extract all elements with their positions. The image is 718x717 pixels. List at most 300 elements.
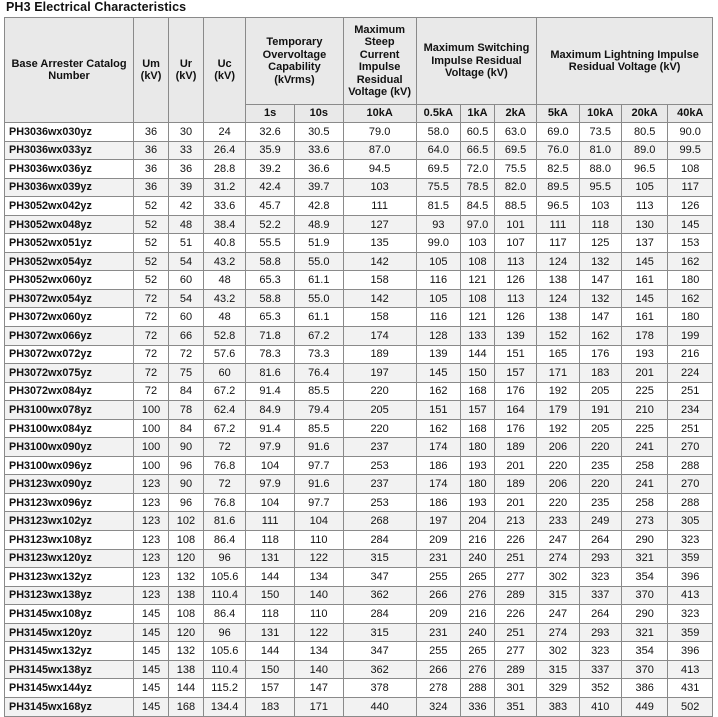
cell-tov-10s: 91.6	[294, 438, 343, 457]
cell-lightning-20ka: 354	[621, 642, 668, 661]
cell-switching-1ka: 60.5	[461, 123, 495, 142]
cell-lightning-20ka: 258	[621, 456, 668, 475]
cell-tov-1s: 71.8	[246, 327, 295, 346]
cell-switching-2ka: 251	[494, 549, 536, 568]
cell-uc: 76.8	[203, 456, 245, 475]
cell-ur: 66	[169, 327, 204, 346]
cell-switching-2ka: 113	[494, 289, 536, 308]
cell-catalog-number: PH3072wx072yz	[5, 345, 134, 364]
cell-switching-2ka: 82.0	[494, 178, 536, 197]
cell-steep-10ka: 284	[343, 531, 416, 550]
cell-lightning-10ka: 410	[579, 697, 621, 716]
cell-um: 72	[134, 382, 169, 401]
cell-lightning-5ka: 82.5	[537, 160, 579, 179]
cell-uc: 110.4	[203, 660, 245, 679]
cell-lightning-10ka: 264	[579, 605, 621, 624]
cell-catalog-number: PH3036wx036yz	[5, 160, 134, 179]
cell-lightning-40ka: 180	[668, 271, 713, 290]
cell-switching-2ka: 139	[494, 327, 536, 346]
cell-ur: 102	[169, 512, 204, 531]
cell-uc: 67.2	[203, 419, 245, 438]
cell-catalog-number: PH3145wx120yz	[5, 623, 134, 642]
cell-um: 72	[134, 289, 169, 308]
cell-switching-0-5ka: 255	[416, 568, 460, 587]
cell-lightning-40ka: 108	[668, 160, 713, 179]
cell-tov-10s: 97.7	[294, 456, 343, 475]
cell-catalog-number: PH3123wx096yz	[5, 493, 134, 512]
cell-tov-1s: 97.9	[246, 438, 295, 457]
cell-lightning-10ka: 95.5	[579, 178, 621, 197]
cell-lightning-40ka: 413	[668, 660, 713, 679]
cell-steep-10ka: 220	[343, 419, 416, 438]
cell-switching-0-5ka: 151	[416, 401, 460, 420]
cell-tov-1s: 39.2	[246, 160, 295, 179]
cell-switching-0-5ka: 116	[416, 271, 460, 290]
cell-switching-0-5ka: 69.5	[416, 160, 460, 179]
cell-lightning-10ka: 205	[579, 419, 621, 438]
cell-ur: 84	[169, 382, 204, 401]
cell-steep-10ka: 220	[343, 382, 416, 401]
cell-lightning-5ka: 206	[537, 438, 579, 457]
cell-tov-10s: 147	[294, 679, 343, 698]
cell-steep-10ka: 87.0	[343, 141, 416, 160]
cell-lightning-10ka: 264	[579, 531, 621, 550]
cell-lightning-10ka: 337	[579, 660, 621, 679]
cell-lightning-40ka: 502	[668, 697, 713, 716]
cell-lightning-5ka: 383	[537, 697, 579, 716]
table-row	[5, 623, 713, 642]
cell-lightning-20ka: 96.5	[621, 160, 668, 179]
cell-lightning-5ka: 117	[537, 234, 579, 253]
cell-tov-10s: 73.3	[294, 345, 343, 364]
cell-lightning-20ka: 193	[621, 345, 668, 364]
cell-tov-10s: 122	[294, 623, 343, 642]
table-row	[5, 697, 713, 716]
cell-lightning-10ka: 235	[579, 456, 621, 475]
cell-lightning-20ka: 145	[621, 252, 668, 271]
header-lightning: Maximum Lightning Impulse Residual Voltage (kV)	[537, 18, 713, 105]
header-steep: Maximum Steep Current Impulse Residual Voltage (kV)	[343, 18, 416, 105]
cell-um: 145	[134, 697, 169, 716]
table-row	[5, 234, 713, 253]
cell-switching-2ka: 157	[494, 364, 536, 383]
cell-uc: 67.2	[203, 382, 245, 401]
cell-switching-2ka: 213	[494, 512, 536, 531]
subheader-5ka: 5kA	[537, 105, 579, 123]
cell-switching-0-5ka: 128	[416, 327, 460, 346]
cell-switching-2ka: 201	[494, 456, 536, 475]
subheader-2ka: 2kA	[494, 105, 536, 123]
cell-tov-1s: 65.3	[246, 271, 295, 290]
cell-lightning-5ka: 274	[537, 623, 579, 642]
cell-switching-1ka: 168	[461, 419, 495, 438]
cell-um: 145	[134, 642, 169, 661]
cell-switching-0-5ka: 186	[416, 493, 460, 512]
cell-lightning-10ka: 249	[579, 512, 621, 531]
cell-switching-2ka: 107	[494, 234, 536, 253]
cell-switching-0-5ka: 105	[416, 252, 460, 271]
cell-switching-0-5ka: 174	[416, 475, 460, 494]
cell-lightning-10ka: 132	[579, 289, 621, 308]
cell-uc: 48	[203, 271, 245, 290]
cell-steep-10ka: 362	[343, 586, 416, 605]
table-row	[5, 197, 713, 216]
cell-lightning-20ka: 161	[621, 308, 668, 327]
cell-lightning-5ka: 165	[537, 345, 579, 364]
cell-switching-1ka: 180	[461, 475, 495, 494]
cell-tov-10s: 85.5	[294, 382, 343, 401]
cell-switching-0-5ka: 64.0	[416, 141, 460, 160]
cell-ur: 144	[169, 679, 204, 698]
cell-catalog-number: PH3072wx084yz	[5, 382, 134, 401]
cell-tov-1s: 65.3	[246, 308, 295, 327]
cell-lightning-20ka: 225	[621, 382, 668, 401]
cell-tov-1s: 150	[246, 660, 295, 679]
cell-switching-2ka: 226	[494, 605, 536, 624]
subheader-1s: 1s	[246, 105, 295, 123]
cell-um: 123	[134, 549, 169, 568]
cell-steep-10ka: 362	[343, 660, 416, 679]
cell-switching-0-5ka: 231	[416, 549, 460, 568]
cell-switching-0-5ka: 324	[416, 697, 460, 716]
cell-lightning-20ka: 321	[621, 549, 668, 568]
table-row	[5, 308, 713, 327]
table-row	[5, 531, 713, 550]
cell-lightning-10ka: 125	[579, 234, 621, 253]
table-row	[5, 586, 713, 605]
header-catalog: Base Arrester Catalog Number	[5, 18, 134, 123]
cell-lightning-20ka: 370	[621, 586, 668, 605]
table-row	[5, 345, 713, 364]
cell-lightning-40ka: 99.5	[668, 141, 713, 160]
cell-um: 123	[134, 493, 169, 512]
header-uc: Uc (kV)	[203, 18, 245, 123]
cell-uc: 40.8	[203, 234, 245, 253]
cell-uc: 96	[203, 549, 245, 568]
cell-ur: 42	[169, 197, 204, 216]
cell-lightning-10ka: 147	[579, 308, 621, 327]
cell-lightning-20ka: 80.5	[621, 123, 668, 142]
cell-um: 52	[134, 234, 169, 253]
table-row	[5, 327, 713, 346]
cell-catalog-number: PH3072wx066yz	[5, 327, 134, 346]
cell-switching-0-5ka: 75.5	[416, 178, 460, 197]
cell-tov-1s: 52.2	[246, 215, 295, 234]
cell-switching-2ka: 277	[494, 642, 536, 661]
cell-um: 145	[134, 605, 169, 624]
cell-tov-10s: 140	[294, 660, 343, 679]
cell-lightning-10ka: 220	[579, 475, 621, 494]
cell-tov-10s: 51.9	[294, 234, 343, 253]
cell-lightning-5ka: 124	[537, 252, 579, 271]
cell-switching-0-5ka: 58.0	[416, 123, 460, 142]
cell-lightning-40ka: 180	[668, 308, 713, 327]
cell-um: 36	[134, 178, 169, 197]
cell-switching-1ka: 108	[461, 252, 495, 271]
cell-catalog-number: PH3036wx039yz	[5, 178, 134, 197]
cell-tov-1s: 78.3	[246, 345, 295, 364]
cell-lightning-5ka: 192	[537, 382, 579, 401]
cell-um: 72	[134, 308, 169, 327]
cell-lightning-20ka: 113	[621, 197, 668, 216]
cell-catalog-number: PH3145wx138yz	[5, 660, 134, 679]
cell-tov-10s: 134	[294, 642, 343, 661]
cell-lightning-10ka: 323	[579, 642, 621, 661]
table-row	[5, 252, 713, 271]
cell-lightning-20ka: 321	[621, 623, 668, 642]
cell-switching-0-5ka: 116	[416, 308, 460, 327]
cell-lightning-20ka: 178	[621, 327, 668, 346]
cell-lightning-40ka: 199	[668, 327, 713, 346]
cell-tov-10s: 61.1	[294, 271, 343, 290]
cell-lightning-5ka: 111	[537, 215, 579, 234]
cell-tov-10s: 97.7	[294, 493, 343, 512]
cell-lightning-5ka: 76.0	[537, 141, 579, 160]
cell-ur: 60	[169, 271, 204, 290]
cell-switching-0-5ka: 266	[416, 660, 460, 679]
cell-lightning-40ka: 396	[668, 568, 713, 587]
cell-lightning-20ka: 201	[621, 364, 668, 383]
cell-tov-10s: 42.8	[294, 197, 343, 216]
cell-lightning-40ka: 359	[668, 549, 713, 568]
cell-steep-10ka: 315	[343, 623, 416, 642]
cell-catalog-number: PH3072wx060yz	[5, 308, 134, 327]
cell-steep-10ka: 315	[343, 549, 416, 568]
cell-lightning-10ka: 147	[579, 271, 621, 290]
cell-um: 100	[134, 419, 169, 438]
cell-lightning-5ka: 96.5	[537, 197, 579, 216]
page-title: PH3 Electrical Characteristics	[6, 0, 187, 14]
cell-switching-2ka: 251	[494, 623, 536, 642]
cell-lightning-40ka: 413	[668, 586, 713, 605]
cell-catalog-number: PH3123wx120yz	[5, 549, 134, 568]
cell-lightning-5ka: 89.5	[537, 178, 579, 197]
cell-catalog-number: PH3145wx168yz	[5, 697, 134, 716]
table-row	[5, 401, 713, 420]
cell-switching-2ka: 189	[494, 475, 536, 494]
cell-lightning-40ka: 251	[668, 419, 713, 438]
cell-tov-1s: 131	[246, 549, 295, 568]
table-row	[5, 438, 713, 457]
cell-catalog-number: PH3123wx090yz	[5, 475, 134, 494]
cell-ur: 84	[169, 419, 204, 438]
cell-lightning-40ka: 323	[668, 531, 713, 550]
cell-ur: 96	[169, 456, 204, 475]
subheader-1ka: 1kA	[461, 105, 495, 123]
cell-lightning-40ka: 270	[668, 438, 713, 457]
cell-steep-10ka: 94.5	[343, 160, 416, 179]
cell-switching-1ka: 265	[461, 568, 495, 587]
cell-switching-2ka: 201	[494, 493, 536, 512]
cell-tov-1s: 35.9	[246, 141, 295, 160]
cell-um: 36	[134, 123, 169, 142]
cell-tov-10s: 61.1	[294, 308, 343, 327]
cell-um: 72	[134, 364, 169, 383]
table-row	[5, 493, 713, 512]
cell-tov-10s: 76.4	[294, 364, 343, 383]
cell-lightning-20ka: 210	[621, 401, 668, 420]
cell-tov-10s: 122	[294, 549, 343, 568]
cell-lightning-10ka: 337	[579, 586, 621, 605]
cell-ur: 54	[169, 252, 204, 271]
cell-switching-0-5ka: 278	[416, 679, 460, 698]
cell-ur: 138	[169, 660, 204, 679]
cell-switching-2ka: 88.5	[494, 197, 536, 216]
subheader-40ka: 40kA	[668, 105, 713, 123]
cell-lightning-10ka: 293	[579, 623, 621, 642]
cell-lightning-40ka: 323	[668, 605, 713, 624]
cell-uc: 86.4	[203, 605, 245, 624]
cell-lightning-5ka: 315	[537, 586, 579, 605]
cell-lightning-5ka: 69.0	[537, 123, 579, 142]
cell-switching-0-5ka: 266	[416, 586, 460, 605]
cell-tov-1s: 104	[246, 493, 295, 512]
cell-switching-0-5ka: 209	[416, 531, 460, 550]
cell-lightning-10ka: 220	[579, 438, 621, 457]
subheader-20ka: 20kA	[621, 105, 668, 123]
cell-switching-1ka: 66.5	[461, 141, 495, 160]
cell-switching-1ka: 144	[461, 345, 495, 364]
cell-ur: 108	[169, 531, 204, 550]
cell-uc: 52.8	[203, 327, 245, 346]
cell-tov-1s: 84.9	[246, 401, 295, 420]
cell-lightning-5ka: 274	[537, 549, 579, 568]
cell-lightning-40ka: 145	[668, 215, 713, 234]
cell-catalog-number: PH3145wx108yz	[5, 605, 134, 624]
cell-catalog-number: PH3052wx051yz	[5, 234, 134, 253]
cell-lightning-5ka: 152	[537, 327, 579, 346]
cell-um: 145	[134, 623, 169, 642]
cell-uc: 96	[203, 623, 245, 642]
table-row	[5, 549, 713, 568]
cell-ur: 132	[169, 568, 204, 587]
cell-tov-1s: 118	[246, 531, 295, 550]
cell-steep-10ka: 111	[343, 197, 416, 216]
cell-switching-0-5ka: 255	[416, 642, 460, 661]
cell-lightning-40ka: 90.0	[668, 123, 713, 142]
cell-tov-1s: 42.4	[246, 178, 295, 197]
cell-steep-10ka: 253	[343, 493, 416, 512]
cell-catalog-number: PH3100wx090yz	[5, 438, 134, 457]
cell-ur: 51	[169, 234, 204, 253]
cell-tov-1s: 118	[246, 605, 295, 624]
cell-steep-10ka: 347	[343, 568, 416, 587]
cell-switching-0-5ka: 99.0	[416, 234, 460, 253]
cell-switching-0-5ka: 197	[416, 512, 460, 531]
cell-lightning-10ka: 103	[579, 197, 621, 216]
cell-uc: 26.4	[203, 141, 245, 160]
cell-tov-1s: 91.4	[246, 419, 295, 438]
cell-switching-0-5ka: 145	[416, 364, 460, 383]
cell-lightning-20ka: 241	[621, 438, 668, 457]
cell-lightning-10ka: 293	[579, 549, 621, 568]
cell-ur: 132	[169, 642, 204, 661]
cell-steep-10ka: 158	[343, 271, 416, 290]
cell-um: 100	[134, 456, 169, 475]
cell-uc: 72	[203, 438, 245, 457]
cell-tov-10s: 55.0	[294, 252, 343, 271]
cell-lightning-20ka: 290	[621, 605, 668, 624]
cell-lightning-5ka: 315	[537, 660, 579, 679]
cell-uc: 28.8	[203, 160, 245, 179]
cell-steep-10ka: 103	[343, 178, 416, 197]
cell-catalog-number: PH3100wx096yz	[5, 456, 134, 475]
cell-lightning-40ka: 162	[668, 289, 713, 308]
cell-um: 100	[134, 438, 169, 457]
cell-lightning-5ka: 124	[537, 289, 579, 308]
cell-switching-0-5ka: 162	[416, 419, 460, 438]
header-switching: Maximum Switching Impulse Residual Voltage (kV)	[416, 18, 537, 105]
table-row	[5, 679, 713, 698]
cell-lightning-20ka: 449	[621, 697, 668, 716]
cell-switching-1ka: 84.5	[461, 197, 495, 216]
cell-switching-1ka: 240	[461, 549, 495, 568]
table-body	[5, 123, 713, 717]
cell-steep-10ka: 347	[343, 642, 416, 661]
cell-lightning-20ka: 241	[621, 475, 668, 494]
cell-lightning-5ka: 302	[537, 568, 579, 587]
header-tov: Temporary Overvoltage Capability (kVrms)	[246, 18, 343, 105]
cell-ur: 33	[169, 141, 204, 160]
cell-steep-10ka: 158	[343, 308, 416, 327]
cell-switching-0-5ka: 81.5	[416, 197, 460, 216]
cell-uc: 105.6	[203, 642, 245, 661]
cell-lightning-5ka: 220	[537, 456, 579, 475]
cell-switching-1ka: 108	[461, 289, 495, 308]
cell-lightning-10ka: 352	[579, 679, 621, 698]
table-row	[5, 215, 713, 234]
cell-lightning-10ka: 323	[579, 568, 621, 587]
cell-lightning-10ka: 235	[579, 493, 621, 512]
cell-switching-2ka: 126	[494, 308, 536, 327]
cell-um: 123	[134, 586, 169, 605]
cell-tov-10s: 134	[294, 568, 343, 587]
cell-steep-10ka: 237	[343, 475, 416, 494]
cell-lightning-20ka: 89.0	[621, 141, 668, 160]
cell-uc: 33.6	[203, 197, 245, 216]
cell-lightning-20ka: 105	[621, 178, 668, 197]
cell-steep-10ka: 79.0	[343, 123, 416, 142]
cell-lightning-20ka: 145	[621, 289, 668, 308]
cell-switching-2ka: 226	[494, 531, 536, 550]
cell-switching-0-5ka: 93	[416, 215, 460, 234]
cell-switching-0-5ka: 209	[416, 605, 460, 624]
cell-steep-10ka: 268	[343, 512, 416, 531]
cell-lightning-5ka: 220	[537, 493, 579, 512]
cell-lightning-20ka: 290	[621, 531, 668, 550]
cell-switching-2ka: 75.5	[494, 160, 536, 179]
cell-lightning-20ka: 130	[621, 215, 668, 234]
cell-tov-10s: 48.9	[294, 215, 343, 234]
cell-switching-1ka: 216	[461, 605, 495, 624]
cell-tov-10s: 110	[294, 605, 343, 624]
cell-ur: 54	[169, 289, 204, 308]
cell-switching-1ka: 168	[461, 382, 495, 401]
subheader-10ka: 10kA	[579, 105, 621, 123]
cell-tov-1s: 144	[246, 568, 295, 587]
cell-switching-1ka: 240	[461, 623, 495, 642]
cell-tov-10s: 30.5	[294, 123, 343, 142]
cell-catalog-number: PH3123wx132yz	[5, 568, 134, 587]
cell-switching-1ka: 193	[461, 456, 495, 475]
cell-um: 52	[134, 252, 169, 271]
cell-catalog-number: PH3145wx144yz	[5, 679, 134, 698]
table-row	[5, 271, 713, 290]
cell-steep-10ka: 237	[343, 438, 416, 457]
cell-lightning-10ka: 118	[579, 215, 621, 234]
table-row	[5, 642, 713, 661]
cell-ur: 48	[169, 215, 204, 234]
